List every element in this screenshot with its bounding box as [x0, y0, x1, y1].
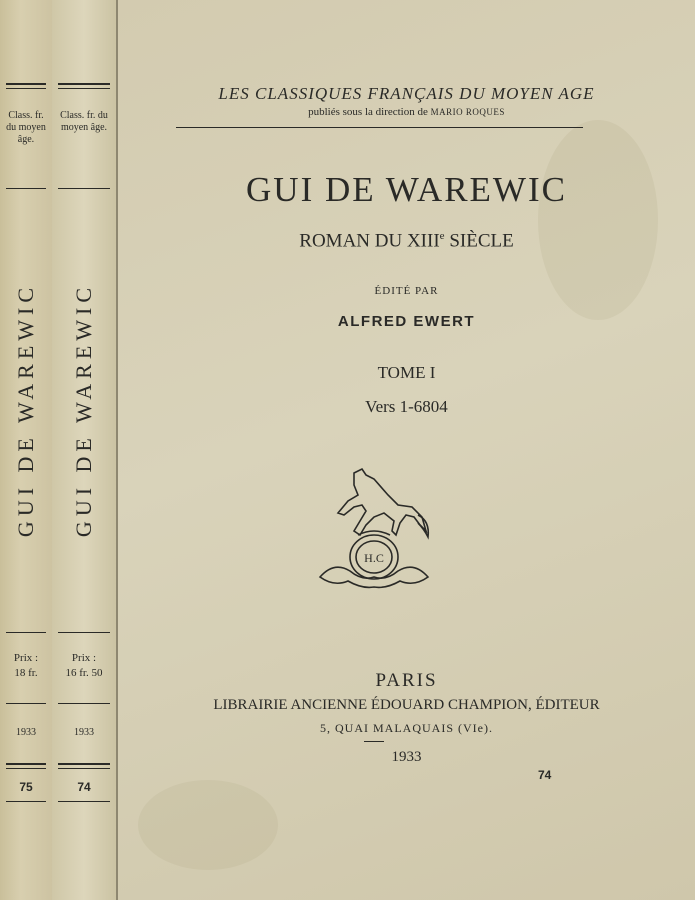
- spine-rule: [58, 188, 110, 189]
- publisher-horse-emblem-icon: [314, 465, 434, 595]
- spine-price: 18 fr.: [14, 667, 38, 679]
- edited-by: ÉDITÉ PAR: [374, 285, 439, 297]
- publication-year: 1933: [391, 749, 422, 765]
- book-subtitle: [118, 230, 695, 252]
- spine-rule: [58, 768, 110, 769]
- series-sub-prefix: publiés sous la direction de: [308, 106, 428, 118]
- short-rule: [364, 741, 384, 742]
- spine-series-abbr: Class. fr. du moyen âge.: [60, 110, 108, 133]
- spine-rule: [6, 763, 46, 765]
- spine-rule: [6, 632, 46, 633]
- spine-rule: [6, 768, 46, 769]
- spine-rule: [58, 632, 110, 633]
- spine-price: 16 fr. 50: [65, 667, 103, 679]
- spine-rule: [6, 83, 46, 85]
- spine-volume-number: 75: [19, 780, 33, 794]
- publisher-name: LIBRAIRIE ANCIENNE ÉDOUARD CHAMPION, ÉDITEUR: [213, 697, 600, 713]
- spine-rule: [6, 703, 46, 704]
- spine-rule: [58, 88, 110, 89]
- spine-rule: [58, 83, 110, 85]
- publication-place: PARIS: [375, 670, 438, 691]
- spine-rule: [58, 763, 110, 765]
- spine-price-label: Prix :: [13, 652, 39, 664]
- series-title: LES CLASSIQUES FRANÇAIS DU MOYEN AGE: [218, 84, 595, 103]
- spine-title: GUI DE WAREWIC: [13, 282, 38, 538]
- spine-title: GUI DE WAREWIC: [71, 282, 96, 538]
- spine-year: 1933: [74, 727, 94, 738]
- spine-series-abbr: Class. fr. du moyen âge.: [6, 110, 46, 145]
- book-title: GUI DE WAREWIC: [246, 170, 567, 209]
- tome-label: TOME I: [377, 363, 436, 382]
- spine-volume-74: [52, 0, 118, 900]
- publisher-address: 5, QUAI MALAQUAIS (VIe).: [320, 721, 493, 735]
- paper-stain: [138, 780, 278, 870]
- spine-rule: [6, 88, 46, 89]
- subtitle-main: ROMAN DU XIII: [299, 230, 440, 252]
- subtitle-end: SIÈCLE: [444, 230, 514, 252]
- spine-year: 1933: [16, 727, 36, 738]
- subtitle-superscript: e: [439, 230, 445, 242]
- spine-price-label: Prix :: [71, 652, 97, 664]
- spine-rule: [58, 801, 110, 802]
- cover-volume-number: 74: [538, 768, 552, 782]
- spine-volume-75: [0, 0, 53, 900]
- series-subtitle: [118, 106, 695, 118]
- spine-volume-number: 74: [77, 780, 91, 794]
- spine-rule: [6, 188, 46, 189]
- emblem-initials: H.C: [364, 551, 384, 565]
- editor-name: ALFRED EWERT: [337, 313, 476, 330]
- front-cover: [118, 0, 695, 900]
- spine-rule: [58, 703, 110, 704]
- spine-rule: [6, 801, 46, 802]
- header-rule: [176, 127, 583, 128]
- verses-range: Vers 1-6804: [365, 397, 448, 416]
- series-director: MARIO ROQUES: [430, 107, 505, 117]
